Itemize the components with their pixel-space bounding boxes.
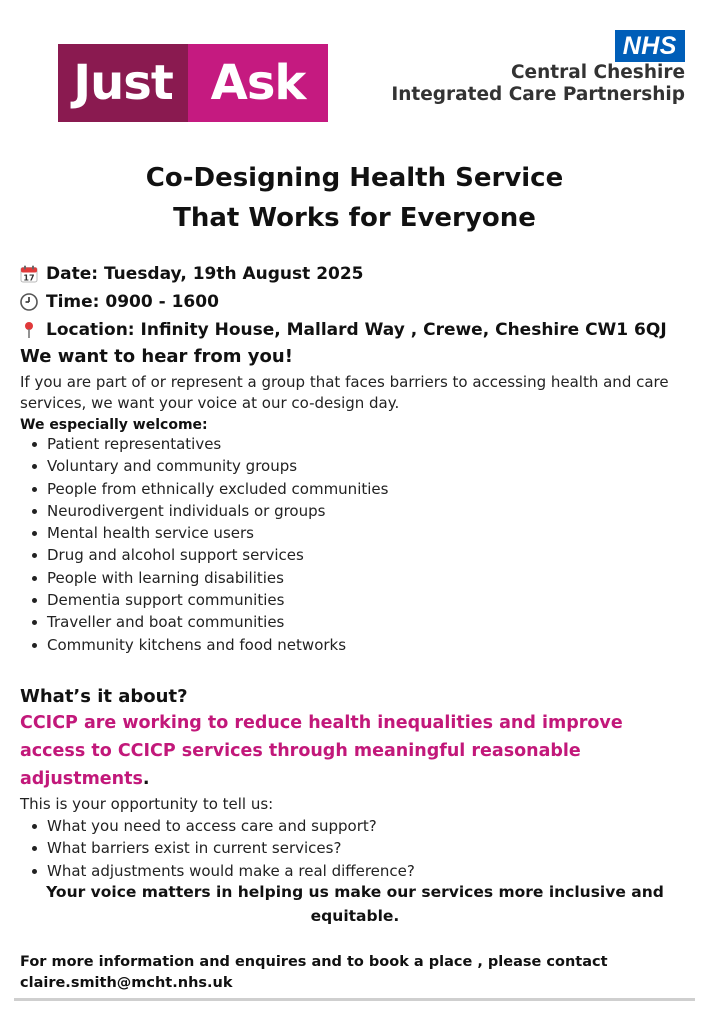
list-item: Voluntary and community groups [47, 455, 690, 477]
just-ask-logo [58, 44, 328, 122]
list-item: People from ethnically excluded communities [47, 478, 690, 500]
hear-section [20, 346, 690, 656]
hear-heading: We want to hear from you! [20, 346, 293, 367]
questions-list [20, 815, 690, 882]
list-item: People with learning disabilities [47, 567, 690, 589]
contact-block [20, 952, 608, 994]
list-item: Drug and alcohol support services [47, 544, 690, 566]
welcome-heading: We especially welcome: [20, 417, 208, 433]
logo-ask: Ask [188, 44, 328, 122]
about-highlight-text: CCICP are working to reduce health inequalities and improve access to CCICP services through meaningful reasonable adjustments [20, 713, 623, 789]
welcome-list [20, 433, 690, 656]
about-heading: What’s it about? [20, 686, 188, 707]
svg-text:17: 17 [23, 273, 35, 283]
clock-icon [20, 292, 40, 312]
logo-just: Just [58, 44, 188, 122]
list-item: Traveller and boat communities [47, 611, 690, 633]
page-title [0, 158, 709, 238]
voice-statement: Your voice matters in helping us make our services more inclusive and equitable. [46, 883, 664, 925]
event-location-text: Location: Infinity House, Mallard Way , Crewe, Cheshire CW1 6QJ [46, 320, 667, 340]
list-item: Mental health service users [47, 522, 690, 544]
list-item: Dementia support communities [47, 589, 690, 611]
about-highlight [20, 709, 690, 793]
event-date-text: Date: Tuesday, 19th August 2025 [46, 264, 364, 284]
contact-email[interactable]: claire.smith@mcht.nhs.uk [20, 975, 233, 991]
event-time [20, 288, 667, 316]
list-item: Community kitchens and food networks [47, 634, 690, 656]
bottom-divider [14, 998, 695, 1001]
list-item: Neurodivergent individuals or groups [47, 500, 690, 522]
calendar-icon [20, 264, 40, 284]
event-details [20, 260, 667, 344]
title-line1: Co-Designing Health Service [145, 163, 564, 193]
list-item: What adjustments would make a real difference? [47, 860, 690, 882]
nhs-org-block [391, 30, 685, 106]
nhs-logo: NHS [615, 30, 685, 62]
event-date [20, 260, 667, 288]
contact-line: For more information and enquires and to book a place , please contact [20, 954, 608, 970]
about-section [20, 686, 690, 882]
location-pin-icon [20, 320, 40, 340]
list-item: What barriers exist in current services? [47, 837, 690, 859]
event-location [20, 316, 667, 344]
org-name-line1: Central Cheshire [510, 62, 685, 83]
org-name-line2: Integrated Care Partnership [391, 84, 685, 105]
hear-paragraph: If you are part of or represent a group that faces barriers to accessing health and care services, we want your voice at our co-design day. [20, 373, 669, 412]
list-item: What you need to access care and support? [47, 815, 690, 837]
about-highlight-end: . [142, 769, 150, 789]
title-line2: That Works for Everyone [173, 203, 536, 233]
list-item: Patient representatives [47, 433, 690, 455]
event-time-text: Time: 0900 - 1600 [46, 292, 219, 312]
about-intro: This is your opportunity to tell us: [20, 795, 274, 813]
